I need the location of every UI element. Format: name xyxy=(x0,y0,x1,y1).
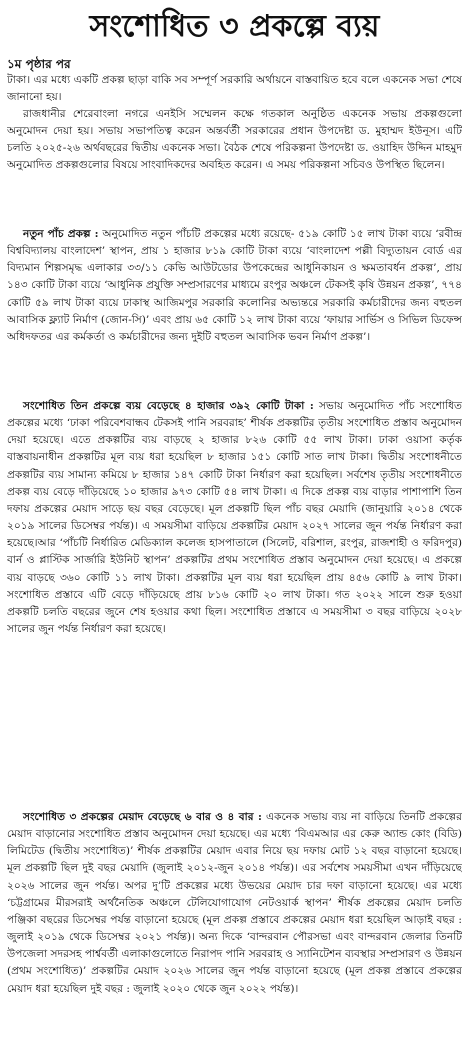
article-paragraph xyxy=(7,398,462,809)
headline: সংশোধিত ৩ প্রকল্পে ব্যয় xyxy=(89,9,380,44)
paragraph-subhead: সংশোধিত তিন প্রকল্পে ব্যয় বেড়েছে ৪ হাজার ৩৯২ কোটি টাকা : xyxy=(23,400,314,412)
article-paragraph xyxy=(7,106,462,226)
article-paragraph xyxy=(7,226,462,398)
article-paragraph xyxy=(7,72,462,106)
continued-from-label: ১ম পৃষ্ঠার পর xyxy=(7,57,71,71)
article-paragraph xyxy=(7,809,462,1049)
paragraph-text: টাকা। এর মধ্যে একটি প্রকল্প ছাড়া বাকি সব সম্পূর্ণ সরকারি অর্থায়নে বাস্তবায়িত হবে বলে একনেক সভা শেষে জানানো হয়। xyxy=(7,74,462,104)
paragraph-subhead: সংশোধিত ৩ প্রকল্পের মেয়াদ বেড়েছে ৬ বার ও ৪ বার : xyxy=(23,811,262,823)
paragraph-text: একনেক সভায় ব্যয় না বাড়িয়ে তিনটি প্রকল্পের মেয়াদ বাড়ানোর সংশোধিত প্রস্তাব অনুমোদন দেয়া হয়েছে। এর মধ্যে ‘বিএমআর এর কেরু অ্যান্ড কোং (বিডি) লিমিটেড (দ্বিতীয় সংশোধিত)’ শীর্ষক প্রকল্পটির মেয়াদ এবার নিয়ে ছয় দফায় মোট ১২ বছর বাড়ানো হয়েছে। মূল প্রকল্পটি ছিল দুই বছর মেয়াদি (জুলাই ২০১২-জুন ২০১৪ পর্যন্ত)। এর সর্বশেষ সময়সীমা এখন দাঁড়িয়েছে ২০২৬ সালের জুন পর্যন্ত। অপর দু’টি প্রকল্পের মধ্যে উভয়ের মেয়াদ চার দফা বাড়ানো হয়েছে। এর মধ্যে ‘চট্টগ্রামের মীরসরাই অর্থনৈতিক অঞ্চলে টেলিযোগাযোগ নেটওয়ার্ক স্থাপন’ শীর্ষক প্রকল্পের মেয়াদ চলতি পঞ্জিকা বছরের ডিসেম্বর পর্যন্ত বাড়ানো হয়েছে (মূল প্রকল্প প্রস্তাবে প্রকল্পের মেয়াদ ধরা হয়েছিল আড়াই বছর : জুলাই ২০১৯ থেকে ডিসেম্বর ২০২১ পর্যন্ত)। অন্য দিকে ‘বান্দরবান পৌরসভা এবং বান্দরবান জেলার তিনটি উপজেলা সদরসহ পার্শ্ববর্তী এলাকাগুলোতে নিরাপদ পানি সরবরাহ ও স্যানিটেশন ব্যবস্থার সম্প্রসারণ ও উন্নয়ন (প্রথম সংশোধিত)’ প্রকল্পটির মেয়াদ ২০২৬ সালের জুন পর্যন্ত বাড়ানো হয়েছে (মূল প্রকল্প প্রস্তাবে প্রকল্পের মেয়াদ ধরা হয়েছিল দুই বছর : জুলাই ২০২০ থেকে জুন ২০২২ পর্যন্ত)। xyxy=(7,811,462,995)
paragraph-text: রাজধানীর শেরেবাংলা নগরে এনইসি সম্মেলন কক্ষে গতকাল অনুষ্ঠিত একনেক সভায় প্রকল্পগুলো অনুমোদন দেয়া হয়। সভায় সভাপতিত্ব করেন অন্তর্বর্তী সরকারের প্রধান উপদেষ্টা ড. মুহাম্মদ ইউনূস। এটি চলতি ২০২৫-২৬ অর্থবছরের দ্বিতীয় একনেক সভা। বৈঠক শেষে পরিকল্পনা উপদেষ্টা ড. ওয়াহিদ উদ্দিন মাহমুদ অনুমোদিত প্রকল্পগুলোর বিষয়ে সাংবাদিকদের অবহিত করেন। এ সময় পরিকল্পনা সচিবও উপস্থিত ছিলেন। xyxy=(7,108,462,172)
paragraph-subhead: নতুন পাঁচ প্রকল্প : xyxy=(23,228,99,240)
paragraph-text: অনুমোদিত নতুন পাঁচটি প্রকল্পের মধ্যে রয়েছে- ৫১৯ কোটি ১৫ লাখ টাকা ব্যয়ে ‘রবীন্দ্র বিশ্ববিদ্যালয় বাংলাদেশ’ স্থাপন, প্রায় ১ হাজার ৮১৯ কোটি টাকা ব্যয়ে ‘বাংলাদেশ পল্লী বিদ্যুতায়ন বোর্ড এর বিদ্যমান শিল্পসমৃদ্ধ এলাকার ৩৩/১১ কেভি আউটডোর উপকেন্দ্রের আধুনিকায়ন ও ক্ষমতাবর্ধন প্রকল্প’, প্রায় ১৪৩ কোটি টাকা ব্যয়ে ‘আধুনিক প্রযুক্তি সম্প্রসারণের মাধ্যমে রংপুর অঞ্চলে টেকসই কৃষি উন্নয়ন প্রকল্প’, ৭৭৪ কোটি ৫৯ লাখ টাকা ব্যয়ে ঢাকাস্থ আজিমপুর সরকারি কলোনির অভ্যন্তরে সরকারি কর্মচারীদের জন্য বহুতল আবাসিক ফ্ল্যাট নির্মাণ (জোন-সি)’ এবং প্রায় ৬৫ কোটি ১২ লাখ টাকা ব্যয়ে ‘ফায়ার সার্ভিস ও সিভিল ডিফেন্স অধিদফতর এর কর্মকর্তা ও কর্মচারীদের জন্য দুইটি বহুতল আবাসিক ভবন নির্মাণ প্রকল্প’। xyxy=(7,228,462,343)
paragraph-text: সভায় অনুমোদিত পাঁচ সংশোধিত প্রকল্পের মধ্যে ‘ঢাকা পরিবেশবান্ধব টেকসই পানি সরবরাহ’ শীর্ষক প্রকল্পটির তৃতীয় সংশোধিত প্রস্তাব অনুমোদন দেয়া হয়েছে। এতে প্রকল্পটির ব্যয় বাড়ছে ২ হাজার ৮২৬ কোটি ৫৫ লাখ টাকা। ঢাকা ওয়াসা কর্তৃক বাস্তবায়নাধীন প্রকল্পটির মূল ব্যয় ধরা হয়েছিল ৮ হাজার ১৫১ কোটি সাত লাখ টাকা। দ্বিতীয় সংশোধনীতে প্রকল্পটির ব্যয় সামান্য কমিয়ে ৮ হাজার ১৪৭ কোটি টাকা নির্ধারণ করা হয়েছিল। সর্বশেষ তৃতীয় সংশোধনীতে প্রকল্প ব্যয় বেড়ে দাঁড়িয়েছে ১০ হাজার ৯৭৩ কোটি ৫৪ লাখ টাকা। এ দিকে প্রকল্প ব্যয় বাড়ার পাশাপাশি তিন দফায় প্রকল্পের মেয়াদ সাড়ে ছয় বছর বেড়েছে। মূল প্রকল্পটি ছিল পাঁচ বছর মেয়াদি (জানুয়ারি ২০১৪ থেকে ২০১৯ সালের ডিসেম্বর পর্যন্ত)। এ সময়সীমা বাড়িয়ে প্রকল্পটির মেয়াদ ২০২৭ সালের জুন পর্যন্ত নির্ধারণ করা হয়েছে।আর ‘পাঁচটি নির্ধারিত মেডিক্যাল কলেজ হাসপাতালে (সিলেট, বরিশাল, রংপুর, রাজশাহী ও ফরিদপুর) বার্ন ও প্লাস্টিক সার্জারি ইউনিট স্থাপন’ প্রকল্পটির প্রথম সংশোধিত প্রস্তাব অনুমোদন দেয়া হয়েছে। এ প্রকল্পে ব্যয় বাড়ছে ৩৬০ কোটি ১১ লাখ টাকা। প্রকল্পটির মূল ব্যয় ধরা হয়েছিল প্রায় ৪৫৬ কোটি ৯ লাখ টাকা। সংশোধিত প্রস্তাবে এটি বেড়ে দাঁড়িয়েছে প্রায় ৮১৬ কোটি ২০ লাখ টাকা। গত ২০২২ সালে শুরু হওয়া প্রকল্পটি চলতি বছরের জুনে শেষ হওয়ার কথা ছিল। সংশোধিত প্রস্তাবে এ সময়সীমা ৩ বছর বাড়িয়ে ২০২৮ সালের জুন পর্যন্ত নির্ধারণ করা হয়েছে। xyxy=(7,400,462,636)
